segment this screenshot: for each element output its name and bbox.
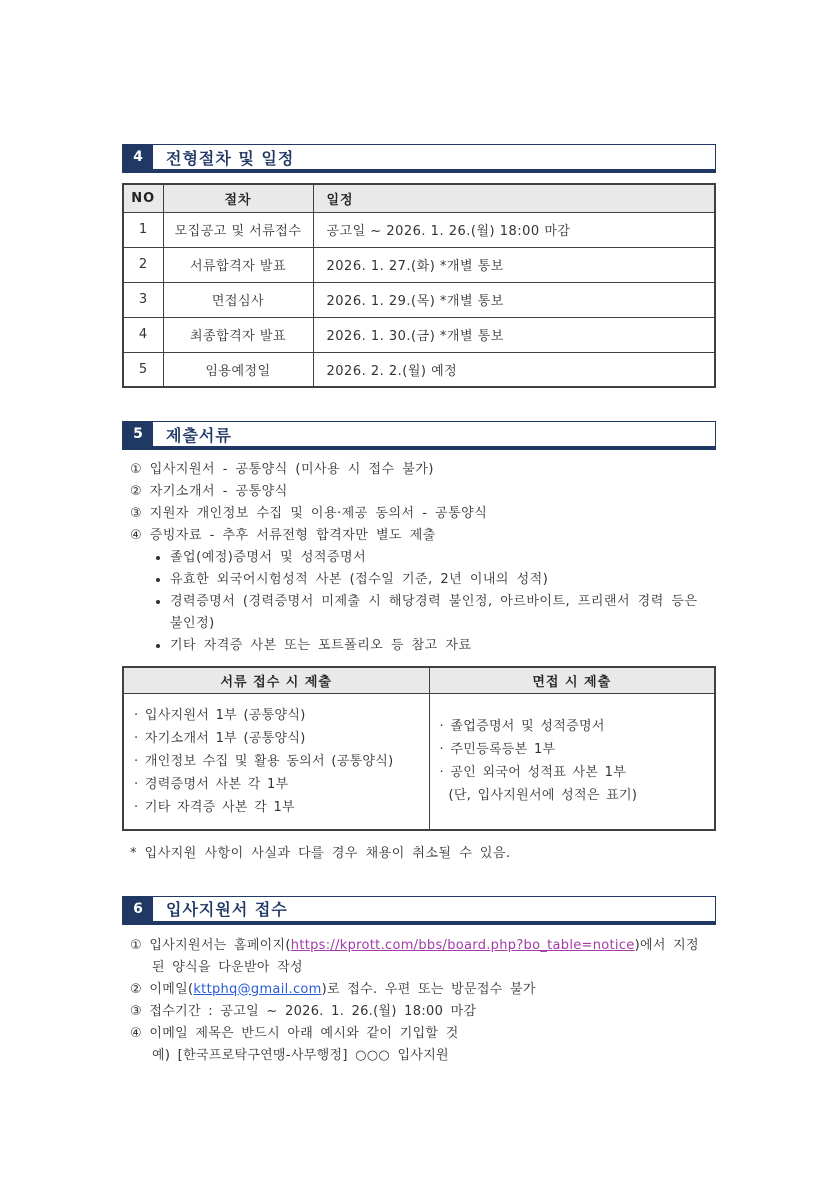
- section4-header: [122, 144, 716, 173]
- schedule-row: [123, 282, 715, 317]
- submit-left-item: · 자기소개서 1부 (공통양식): [134, 727, 419, 750]
- homepage-link[interactable]: https://kprott.com/bbs/board.php?bo_table=notice: [290, 937, 635, 953]
- schedule-cell: 공고일 ~ 2026. 1. 26.(월) 18:00 마감: [313, 212, 715, 247]
- application-item-2-post: )로 접수. 우편 또는 방문접수 불가: [321, 981, 536, 997]
- documents-bullet-list: [122, 547, 716, 657]
- application-item-2: [130, 979, 716, 1001]
- application-item-4-example: 예) [한국프로탁구연맹-사무행정] ○○○ 입사지원: [152, 1047, 449, 1063]
- schedule-cell: 임용예정일: [163, 352, 313, 387]
- schedule-cell: 서류합격자 발표: [163, 247, 313, 282]
- schedule-cell: 3: [123, 282, 163, 317]
- submit-left-item: · 입사지원서 1부 (공통양식): [134, 704, 419, 727]
- document-item: ④ 증빙자료 - 추후 서류전형 합격자만 별도 제출: [130, 528, 436, 543]
- submit-left-item: · 개인정보 수집 및 활용 동의서 (공통양식): [134, 750, 419, 773]
- application-item-4: ④ 이메일 제목은 반드시 아래 예시와 같이 기입할 것: [130, 1025, 459, 1041]
- section6-number-badge: 6: [123, 897, 153, 921]
- bullet-item: • 경력증명서 (경력증명서 미제출 시 해당경력 불인정, 아르바이트, 프리랜서 경력 등은 불인정): [170, 591, 716, 635]
- submit-right-note: (단, 입사지원서에 성적은 표기): [448, 788, 638, 803]
- schedule-row: [123, 317, 715, 352]
- submit-header-at-interview: 면접 시 제출: [429, 667, 715, 693]
- submit-left-item: · 경력증명서 사본 각 1부: [134, 773, 419, 796]
- submit-body-row: [123, 693, 715, 830]
- schedule-table-body: [123, 212, 715, 387]
- application-item-1-pre: ① 입사지원서는 홈페이지(: [130, 937, 291, 953]
- application-item-1-post: )에서 지정: [634, 937, 699, 953]
- section6-title: 입사지원서 접수: [166, 900, 288, 919]
- section5-title: 제출서류: [166, 425, 232, 445]
- schedule-cell: 2026. 1. 29.(목) *개별 통보: [313, 282, 715, 317]
- schedule-cell: 최종합격자 발표: [163, 317, 313, 352]
- schedule-cell: 1: [123, 212, 163, 247]
- submit-right-item: · 졸업증명서 및 성적증명서: [440, 715, 705, 738]
- schedule-cell: 5: [123, 352, 163, 387]
- application-item-1: [130, 935, 716, 957]
- schedule-row: [123, 247, 715, 282]
- schedule-header-no: NO: [123, 184, 163, 212]
- documents-numbered-list: [122, 459, 716, 547]
- schedule-table: [122, 183, 716, 388]
- document-body: [122, 144, 716, 1067]
- section5-number-badge: 5: [123, 422, 153, 446]
- section4-title: 전형절차 및 일정: [166, 148, 295, 168]
- submit-left-items: [123, 693, 429, 830]
- schedule-row: [123, 212, 715, 247]
- schedule-cell: 2026. 1. 27.(화) *개별 통보: [313, 247, 715, 282]
- submit-right-items: [440, 715, 705, 784]
- schedule-row: [123, 352, 715, 387]
- schedule-cell: 2026. 1. 30.(금) *개별 통보: [313, 317, 715, 352]
- submit-right-item: · 주민등록등본 1부: [440, 738, 705, 761]
- bullet-item: • 기타 자격증 사본 또는 포트폴리오 등 참고 자료: [170, 635, 716, 657]
- schedule-table-head: [123, 184, 715, 212]
- schedule-header-date: 일정: [313, 184, 715, 212]
- application-item-3: ③ 접수기간 : 공고일 ~ 2026. 1. 26.(월) 18:00 마감: [130, 1003, 477, 1019]
- submit-table: [122, 666, 716, 831]
- schedule-cell: 4: [123, 317, 163, 352]
- submit-footnote: * 입사지원 사항이 사실과 다를 경우 채용이 취소될 수 있음.: [130, 845, 511, 861]
- submit-right-cell: [429, 693, 715, 830]
- section5-header: [122, 421, 716, 450]
- submit-table-head: [123, 667, 715, 693]
- application-item-1-continued: 된 양식을 다운받아 작성: [152, 959, 303, 975]
- submit-table-body: [123, 693, 715, 830]
- schedule-header-row: [123, 184, 715, 212]
- document-item: ② 자기소개서 - 공통양식: [130, 484, 288, 499]
- schedule-cell: 모집공고 및 서류접수: [163, 212, 313, 247]
- section4-number-badge: 4: [123, 145, 153, 169]
- submit-left-item: · 기타 자격증 사본 각 1부: [134, 796, 419, 819]
- bullet-item: • 유효한 외국어시험성적 사본 (접수일 기준, 2년 이내의 성적): [170, 569, 716, 591]
- submit-header-at-application: 서류 접수 시 제출: [123, 667, 429, 693]
- application-item-2-pre: ② 이메일(: [130, 981, 194, 997]
- schedule-cell: 2: [123, 247, 163, 282]
- schedule-header-procedure: 절차: [163, 184, 313, 212]
- submit-right-item: · 공인 외국어 성적표 사본 1부: [440, 761, 705, 784]
- section6-header: [122, 896, 716, 925]
- document-item: ① 입사지원서 - 공통양식 (미사용 시 접수 불가): [130, 462, 434, 477]
- application-list: [122, 935, 716, 1067]
- schedule-cell: 면접심사: [163, 282, 313, 317]
- schedule-cell: 2026. 2. 2.(월) 예정: [313, 352, 715, 387]
- email-link[interactable]: kttphq@gmail.com: [193, 981, 322, 997]
- document-item: ③ 지원자 개인정보 수집 및 이용·제공 동의서 - 공통양식: [130, 506, 488, 521]
- bullet-item: • 졸업(예정)증명서 및 성적증명서: [170, 547, 716, 569]
- submit-header-row: [123, 667, 715, 693]
